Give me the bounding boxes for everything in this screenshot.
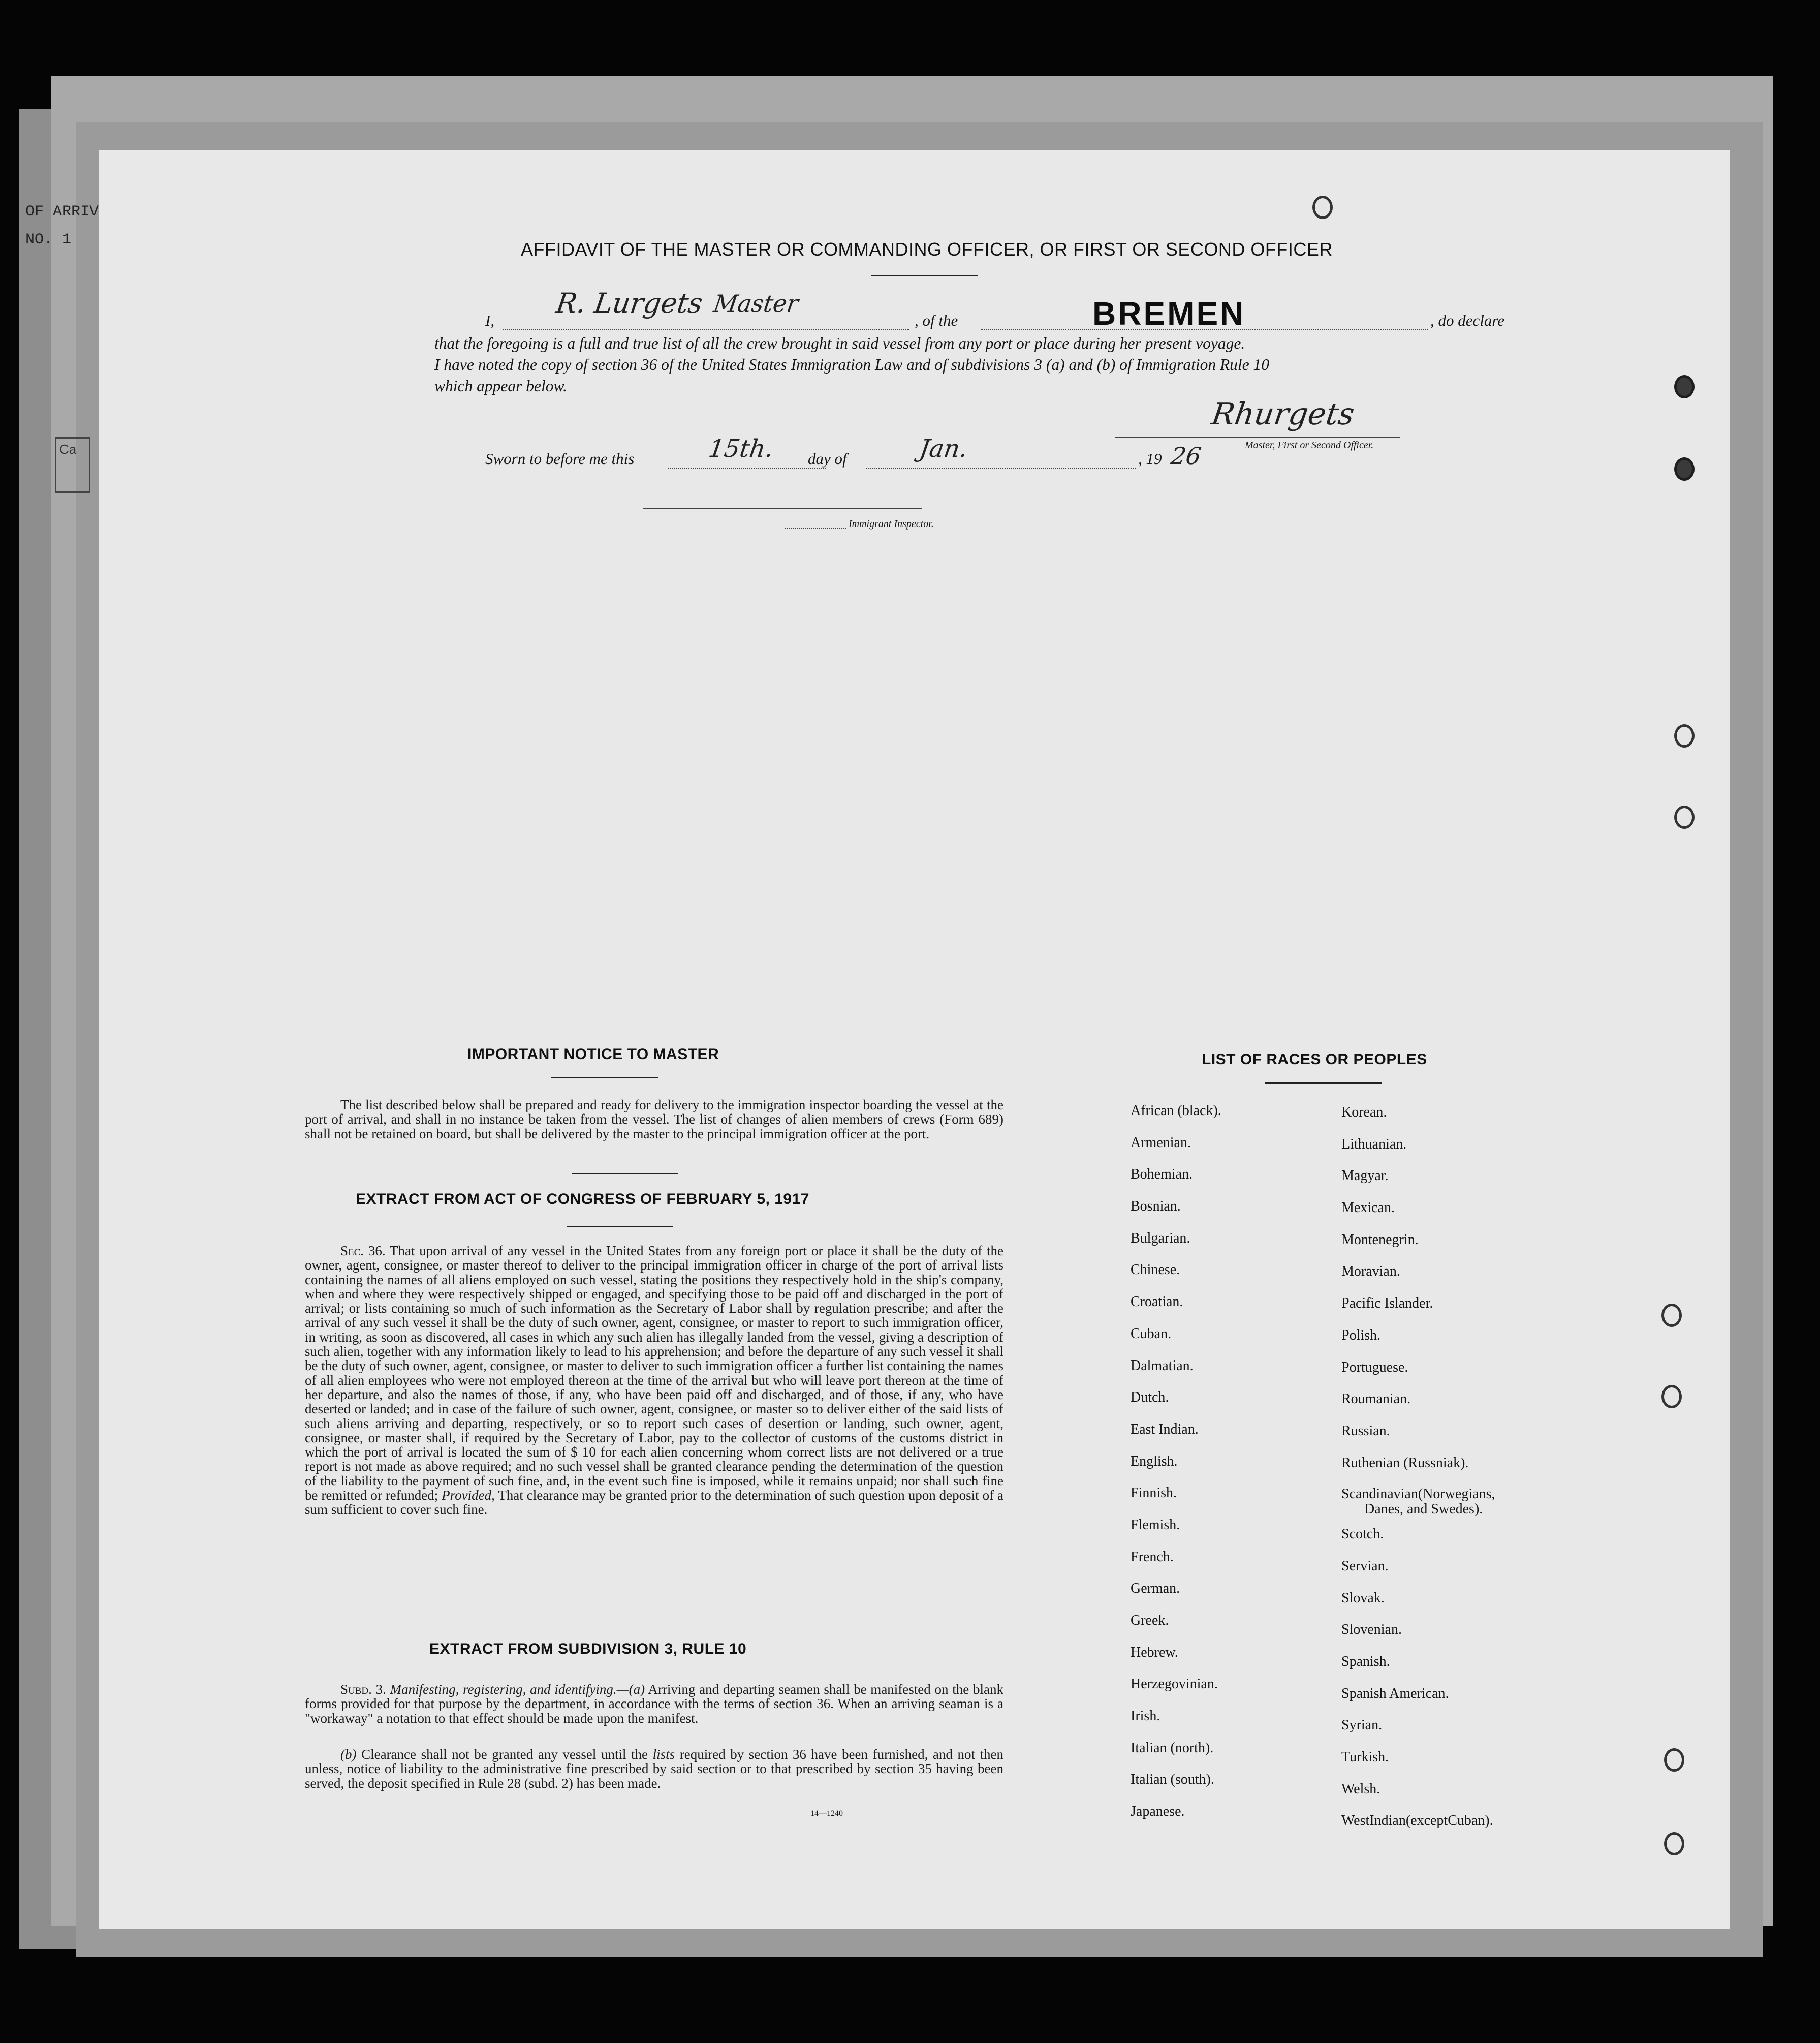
race-item: Flemish. [1131, 1516, 1180, 1533]
race-item: Roumanian. [1341, 1391, 1411, 1407]
punch-hole [1661, 1304, 1682, 1327]
rule-body-b1: Clearance shall not be granted any vessel until the [361, 1747, 648, 1762]
race-item: Bohemian. [1131, 1166, 1193, 1183]
act-text [305, 1244, 1003, 1517]
act-title: EXTRACT FROM ACT OF CONGRESS OF FEBRUARY 5, 1917 [356, 1191, 809, 1208]
rule-subd-label: Subd. 3. [340, 1682, 386, 1697]
title-rule [871, 275, 978, 276]
race-item: Italian (north). [1131, 1740, 1214, 1756]
signature-line [1115, 437, 1400, 438]
rule-text-a [305, 1682, 1003, 1725]
race-item: Magyar. [1341, 1168, 1389, 1184]
race-item: Ruthenian (Russniak). [1341, 1454, 1469, 1471]
race-item: Dutch. [1131, 1389, 1169, 1406]
corner-stamp: Ca [55, 437, 90, 493]
affidavit-of-the: , of the [915, 312, 958, 329]
section-rule [572, 1173, 678, 1174]
race-item: German. [1131, 1581, 1180, 1597]
race-item: English. [1131, 1453, 1178, 1469]
race-item: Korean. [1341, 1104, 1387, 1120]
punch-hole [1674, 724, 1695, 748]
corner-label: NO. 1 [25, 231, 72, 249]
race-item: WestIndian(exceptCuban). [1341, 1813, 1493, 1829]
ship-name-stamp: BREMEN [1092, 295, 1246, 332]
race-item: African (black). [1131, 1103, 1221, 1119]
affidavit-i: I, [485, 312, 495, 329]
punch-hole [1664, 1832, 1684, 1855]
race-item: Italian (south). [1131, 1772, 1214, 1788]
race-item: Dalmatian. [1131, 1357, 1194, 1374]
race-item-line: Scandinavian(Norwegians, [1341, 1486, 1495, 1502]
affidavit-page [99, 150, 1730, 1929]
day-of-text: day of [808, 450, 847, 468]
race-item: Polish. [1341, 1327, 1381, 1343]
race-item: Portuguese. [1341, 1359, 1408, 1375]
affidavit-declare: , do declare [1430, 312, 1505, 329]
affidavit-line2: that the foregoing is a full and true list of all the crew brought in said vessel from any port or place during her present voyage. [434, 334, 1245, 352]
race-item: French. [1131, 1549, 1174, 1565]
punch-hole [1661, 1385, 1682, 1408]
act-provided-label: Provided, [442, 1488, 495, 1503]
race-item: Pacific Islander. [1341, 1295, 1433, 1312]
master-signature: Rhurgets [1209, 396, 1357, 432]
act-sec-label: Sec. 36. [340, 1243, 386, 1258]
notice-rule [551, 1077, 658, 1078]
punch-hole [1674, 375, 1695, 398]
race-item: Irish. [1131, 1708, 1160, 1724]
race-item [1341, 1487, 1495, 1526]
year-prefix: , 19 [1138, 450, 1162, 468]
sworn-text: Sworn to before me this [485, 450, 635, 468]
race-item: Spanish American. [1341, 1685, 1449, 1701]
races-rule [1265, 1082, 1382, 1084]
form-code: 14—1240 [810, 1809, 843, 1818]
sworn-month-handwritten: Jan. [918, 435, 969, 463]
punch-hole [1674, 457, 1695, 481]
race-item: Lithuanian. [1341, 1136, 1407, 1152]
race-item: Turkish. [1341, 1749, 1389, 1766]
rule-body-b2: required by section 36 have been furnished, and not then unless, notice of liability to the administrative fine prescribed by said section or to that prescribed by section 35 having been served, the deposit specified in Rule 28 (subd. 2) has been made. [305, 1747, 1004, 1791]
notice-title: IMPORTANT NOTICE TO MASTER [467, 1046, 719, 1063]
rule-lists-word: lists [652, 1747, 675, 1762]
sworn-day-handwritten: 15th. [707, 435, 775, 463]
race-item: Slovenian. [1341, 1622, 1402, 1638]
race-item: Croatian. [1131, 1294, 1183, 1310]
punch-hole [1312, 196, 1333, 219]
race-item: Bosnian. [1131, 1198, 1181, 1215]
race-item: Servian. [1341, 1558, 1389, 1574]
affidavit-line3: I have noted the copy of section 36 of the United States Immigration Law and of subdivisions 3 (a) and (b) of Immigration Rule 10 [434, 356, 1270, 374]
race-item: Herzegovinian. [1131, 1676, 1218, 1692]
rule-text-b [305, 1747, 1003, 1790]
inspector-dots [785, 528, 846, 529]
race-item: East Indian. [1131, 1421, 1199, 1437]
punch-hole [1674, 806, 1695, 829]
races-title: LIST OF RACES OR PEOPLES [1202, 1051, 1427, 1068]
rule-b-label: (b) [340, 1747, 357, 1762]
race-item: Finnish. [1131, 1485, 1177, 1501]
race-item: Bulgarian. [1131, 1230, 1190, 1246]
race-item: Russian. [1341, 1422, 1390, 1439]
sworn-day-blank [668, 468, 826, 469]
race-item: Spanish. [1341, 1654, 1390, 1669]
sworn-month-blank [866, 468, 1136, 469]
race-item: Mexican. [1341, 1200, 1395, 1216]
rule-body-a: Arriving and departing seamen shall be manifested on the blank forms provided for that purpose by the department, in accordance with the terms of section 36. When an arriving seaman is a "workaway" a notation to that effect should be made upon the manifest. [305, 1682, 1004, 1726]
races-column-2 [1341, 1104, 1495, 1845]
officer-blank [503, 329, 909, 330]
race-item: Armenian. [1131, 1134, 1191, 1151]
races-column-1 [1131, 1103, 1221, 1836]
officer-rank-handwritten: Master [712, 290, 800, 317]
rule-subd-title: Manifesting, registering, and identifying.—(a) [390, 1682, 645, 1697]
race-item-line: Danes, and Swedes). [1364, 1501, 1483, 1518]
race-item: Welsh. [1341, 1781, 1380, 1797]
year-handwritten: 26 [1169, 442, 1203, 470]
race-item: Japanese. [1131, 1804, 1185, 1820]
act-body-end: That clearance may be granted prior to the determination of such question upon deposit of a sum sufficient to cover such fine. [305, 1488, 1003, 1518]
act-body: That upon arrival of any vessel in the United States from any foreign port or place it shall be the duty of the owner, agent, consignee, or master thereof to deliver to the principal immigration officer in charge of the port of arrival lists containing the names of all aliens employed on such vessel, stating the positions they respectively hold in the ship's company, when and where they were respectively shipped or engaged, and specifying those to be paid off and discharged in the port of arrival; or lists containing so much of such information as the Secretary of Labor shall by regulation prescribe; and after the arrival of any such vessel it shall be the duty of such owner, agent, consignee, or master to report to such immigration officer, in writing, as soon as discovered, all cases in which any such alien has illegally landed from the vessel, giving a description of such alien, together with any information likely to lead to his apprehension; and before the departure of any such vessel it shall be the duty of such owner, agent, consignee, or master to deliver to such immigration officer a further list containing the names of all alien employees who were not employed thereon at the time of the arrival but who will leave port thereon at the time of her departure, and also the names of those, if any, who have been paid off and discharged, and of those, if any, who have deserted or landed; and in case of the failure of such owner, agent, consignee, or master so to deliver either of the said lists of such aliens arriving and departing, respectively, or so to report such cases of desertion or landing, such owner, agent, consignee, or master shall, if required by the Secretary of Labor, pay to the collector of customs of the customs district in which the port of arrival is located the sum of $ 10 for each alien concerning whom correct lists are not delivered or a true report is not made as above required; and no such vessel shall be granted clearance pending the determination of the question of the liability to the payment of such fine, and, in the event such fine is imposed, while it remains unpaid; nor shall such fine be remitted or refunded; [305, 1243, 1004, 1503]
race-item: Chinese. [1131, 1262, 1180, 1278]
race-item: Montenegrin. [1341, 1231, 1419, 1248]
punch-hole [1664, 1748, 1684, 1772]
rule-title: EXTRACT FROM SUBDIVISION 3, RULE 10 [429, 1640, 747, 1657]
race-item: Hebrew. [1131, 1644, 1178, 1660]
race-item: Scotch. [1341, 1526, 1384, 1542]
corner-label: OF ARRIV [25, 203, 99, 221]
inspector-signature-line [643, 508, 922, 509]
affidavit-title: AFFIDAVIT OF THE MASTER OR COMMANDING OFFICER, OR FIRST OR SECOND OFFICER [521, 239, 1333, 260]
inspector-caption: Immigrant Inspector. [849, 518, 934, 530]
notice-text: The list described below shall be prepared and ready for delivery to the immigration inspector boarding the vessel at the port of arrival, and shall in no instance be taken from the vessel. The list of changes of alien members of crews (Form 689) shall not be retained on board, but shall be delivered by the master to the principal immigration officer at the port. [305, 1097, 1003, 1141]
signature-caption: Master, First or Second Officer. [1245, 440, 1374, 451]
race-item: Greek. [1131, 1613, 1169, 1628]
act-rule [567, 1226, 673, 1227]
affidavit-line4: which appear below. [434, 377, 568, 395]
officer-name-handwritten: R. Lurgets [554, 287, 705, 319]
race-item: Cuban. [1131, 1325, 1172, 1342]
race-item: Syrian. [1341, 1717, 1383, 1734]
race-item: Slovak. [1341, 1590, 1385, 1606]
race-item: Moravian. [1341, 1263, 1400, 1280]
